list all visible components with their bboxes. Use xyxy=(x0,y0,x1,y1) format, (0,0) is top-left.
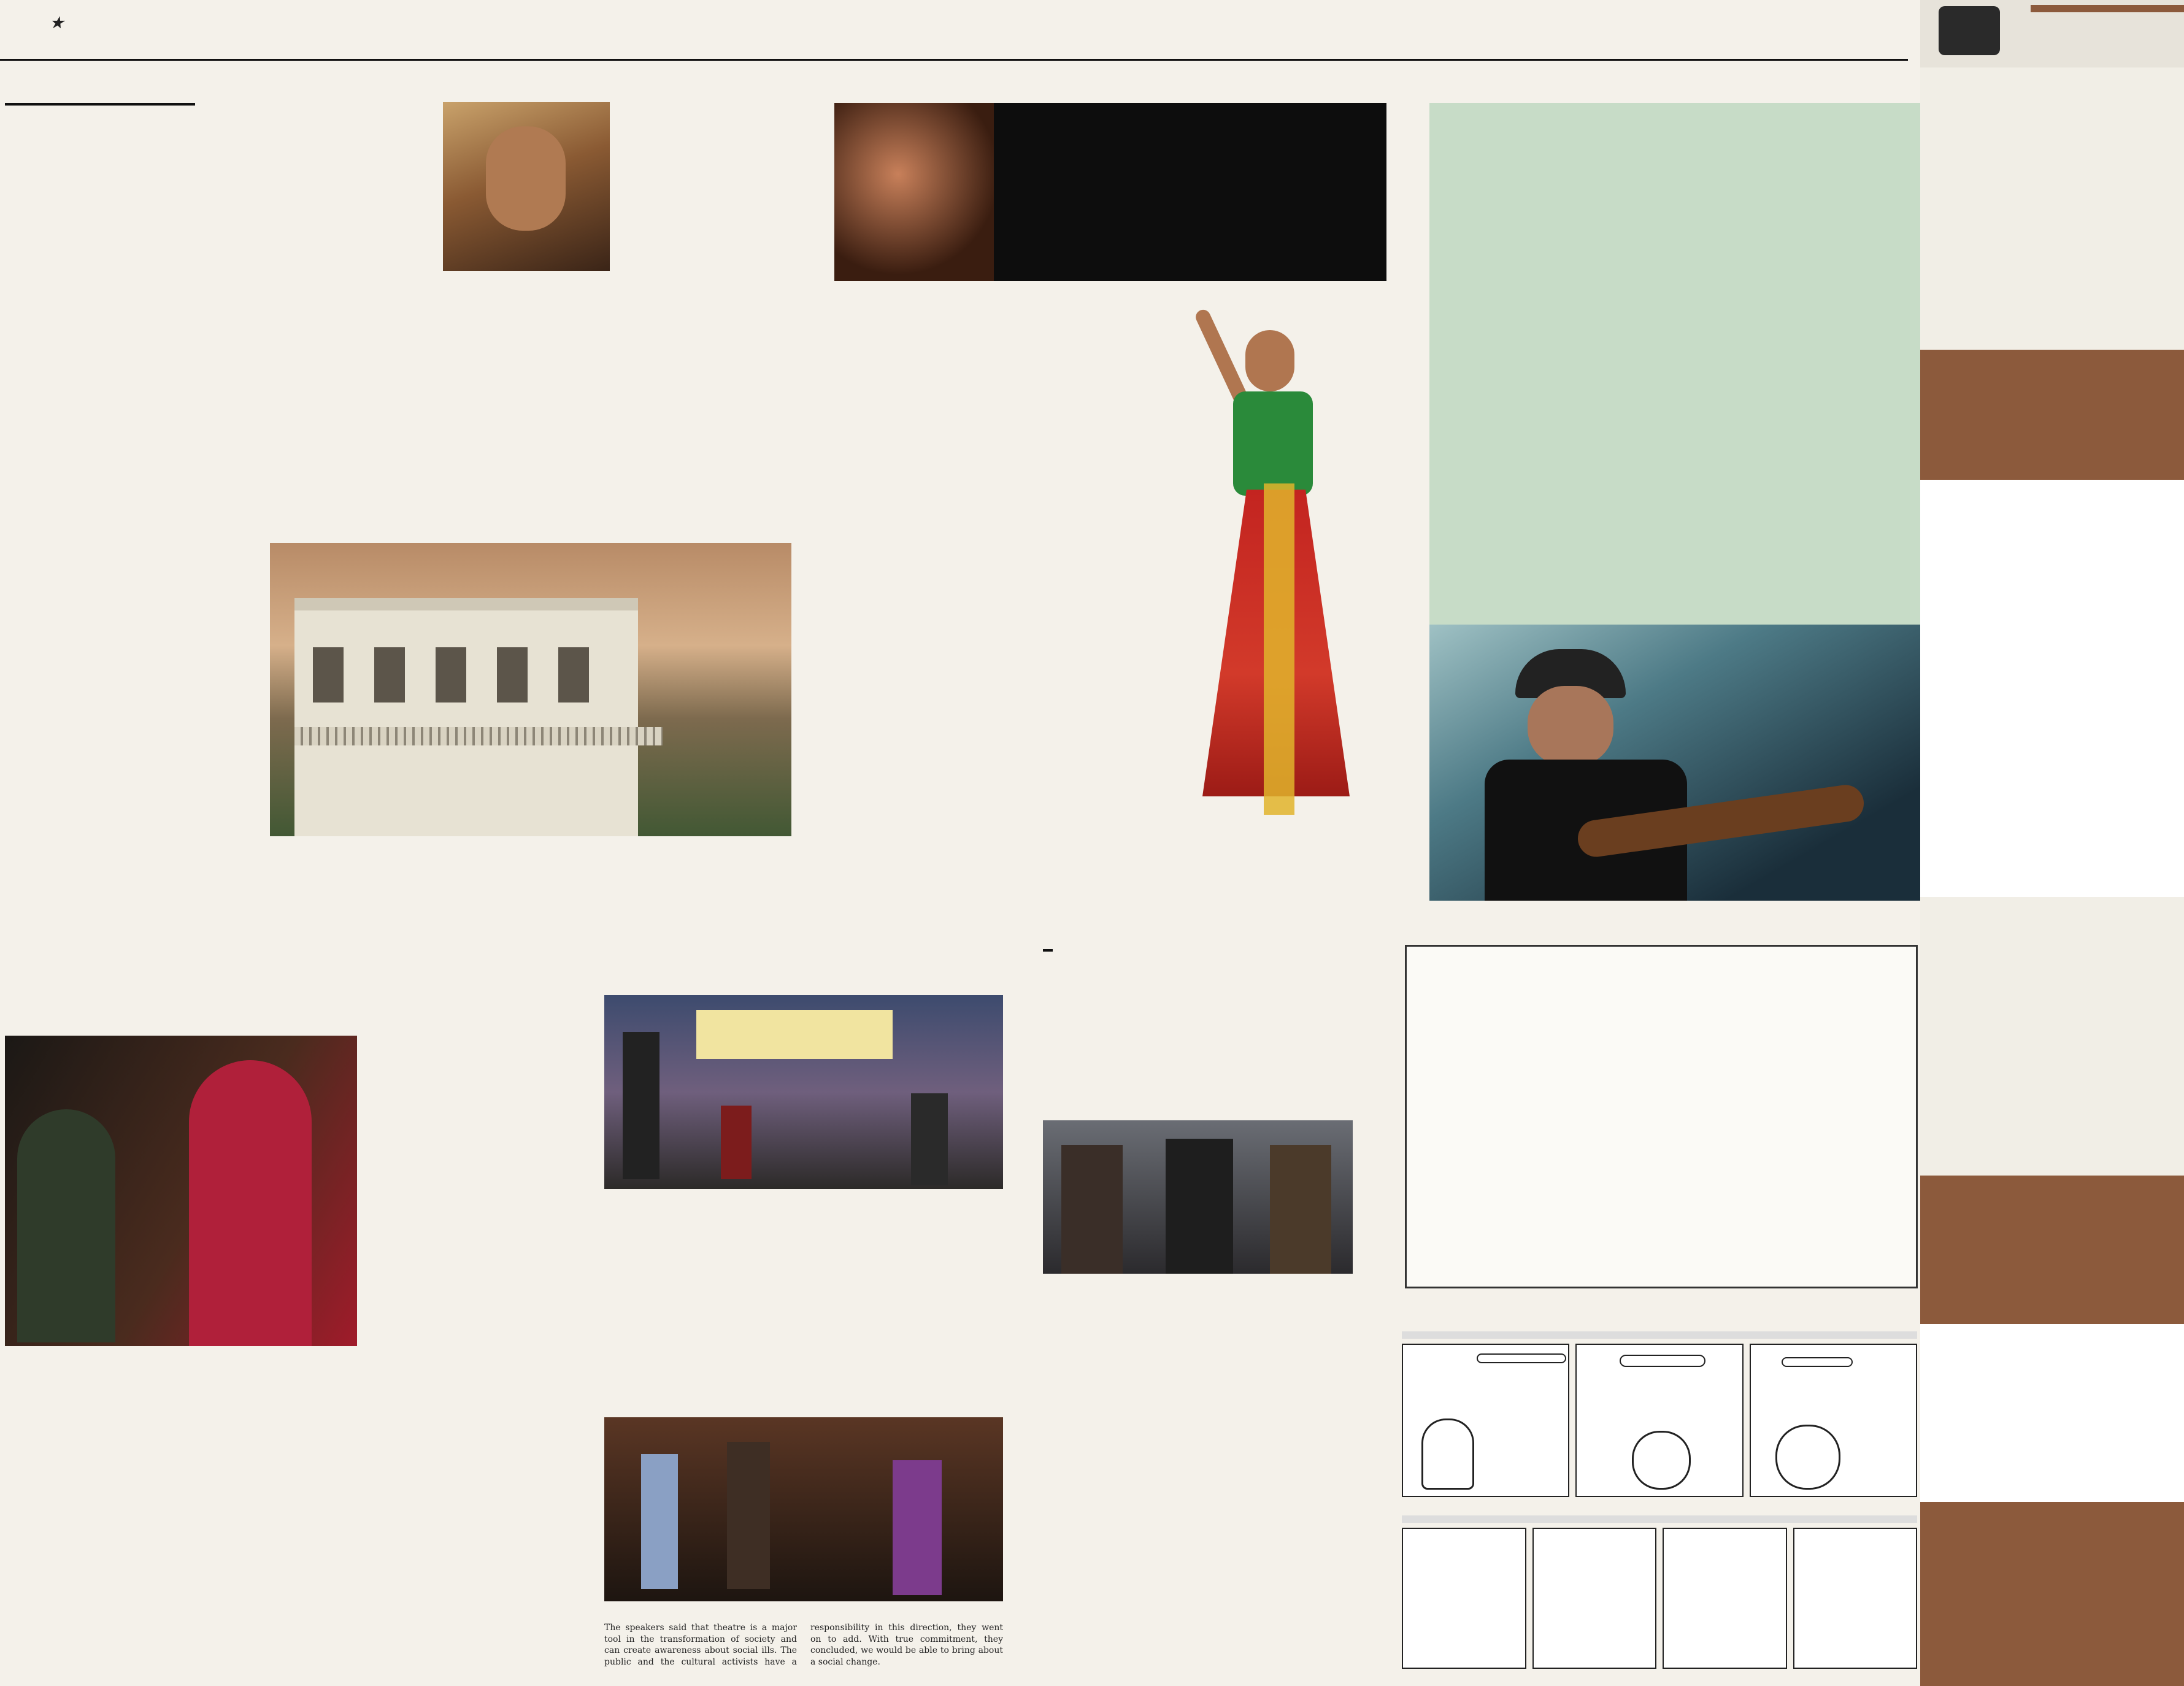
schedule-column xyxy=(1920,67,2184,1686)
book-label xyxy=(1043,949,1053,952)
green-photo xyxy=(604,1417,1003,1601)
tv-set-icon xyxy=(1939,6,2000,55)
actor-3 xyxy=(893,1460,942,1595)
concert-photo xyxy=(5,1036,357,1346)
dancer-sash xyxy=(1264,483,1294,815)
musical-article xyxy=(5,933,361,1681)
tv-bottom-grid xyxy=(1920,897,2184,1176)
henry-panel-3 xyxy=(1663,1528,1787,1669)
whats-on-title xyxy=(5,103,195,106)
mission-body xyxy=(1424,968,1899,1164)
bassist-front xyxy=(911,1093,948,1185)
poet-3 xyxy=(1270,1145,1331,1274)
musician-face xyxy=(1528,686,1613,766)
notice-box xyxy=(2031,5,2184,12)
sarge-figure xyxy=(1421,1418,1474,1490)
burdwan-house-photo xyxy=(270,543,791,836)
book-photo xyxy=(1043,1120,1353,1274)
banner-front xyxy=(696,1010,893,1059)
book-article xyxy=(1043,942,1356,1681)
dance-hands-photo xyxy=(834,103,994,281)
natore-photo-front xyxy=(604,995,1003,1189)
whats-on-column xyxy=(5,103,189,895)
playback-article xyxy=(1429,103,1920,901)
green-article xyxy=(402,1325,1003,1681)
poet-2 xyxy=(1166,1139,1233,1274)
henry-strip xyxy=(1402,1515,1917,1681)
promo-box xyxy=(1920,480,2184,897)
dance-article xyxy=(834,103,1386,901)
ekushey-article xyxy=(270,92,791,908)
green-body-rest: The speakers said that theatre is a major tool in the transformation of society and can create awareness about social ills. The public and the cultural activists have a responsibility in this direction, they went on to add. With true commitment, they concluded, we would be able to bring about a social change. xyxy=(604,1623,1003,1667)
talk-section xyxy=(1920,1502,2184,1686)
beetle-bailey-strip xyxy=(1402,1331,1917,1515)
dancer-figure xyxy=(1178,306,1386,870)
beetle-panel-2 xyxy=(1575,1344,1743,1497)
drama-section xyxy=(1920,1176,2184,1324)
tv-icon-box xyxy=(1920,0,2184,67)
henry-panel-1 xyxy=(1402,1528,1526,1669)
poet-1 xyxy=(1061,1145,1123,1274)
dancer-top xyxy=(1233,391,1313,496)
green-body-col1 xyxy=(402,1427,592,1681)
radio-section xyxy=(1920,350,2184,480)
balustrade xyxy=(294,727,663,745)
beetle-panel-1 xyxy=(1402,1344,1569,1497)
masthead-rule xyxy=(0,59,1908,61)
otto-figure xyxy=(1632,1431,1691,1490)
actor-1 xyxy=(641,1454,678,1589)
dancer-head xyxy=(1245,330,1294,391)
dog-figure xyxy=(1775,1425,1840,1490)
henry-panel-2 xyxy=(1532,1528,1657,1669)
mission-article xyxy=(1405,945,1918,1288)
tv-top-grid xyxy=(1920,67,2184,350)
dance-body xyxy=(834,309,1189,880)
ayub-bachchu-photo xyxy=(1429,625,1920,901)
book-body xyxy=(1043,1312,1353,1680)
musical-body xyxy=(5,1399,357,1681)
beetle-balloon-2 xyxy=(1620,1355,1705,1367)
beetle-panel-3 xyxy=(1750,1344,1917,1497)
drummer-front xyxy=(721,1106,752,1179)
building-shape xyxy=(294,598,638,836)
guitarist-front xyxy=(623,1032,659,1179)
building-arches xyxy=(313,647,620,702)
singer-male xyxy=(17,1109,115,1342)
actor-2 xyxy=(727,1442,770,1589)
henry-panel-4 xyxy=(1793,1528,1918,1669)
news-section xyxy=(1920,1324,2184,1502)
dance-header xyxy=(834,103,1386,281)
singer-female xyxy=(189,1060,312,1346)
star-logo-small: ★ xyxy=(50,13,64,31)
beetle-balloon-1 xyxy=(1477,1353,1566,1363)
beetle-balloon-3 xyxy=(1782,1357,1853,1367)
portrait-face xyxy=(486,126,566,231)
